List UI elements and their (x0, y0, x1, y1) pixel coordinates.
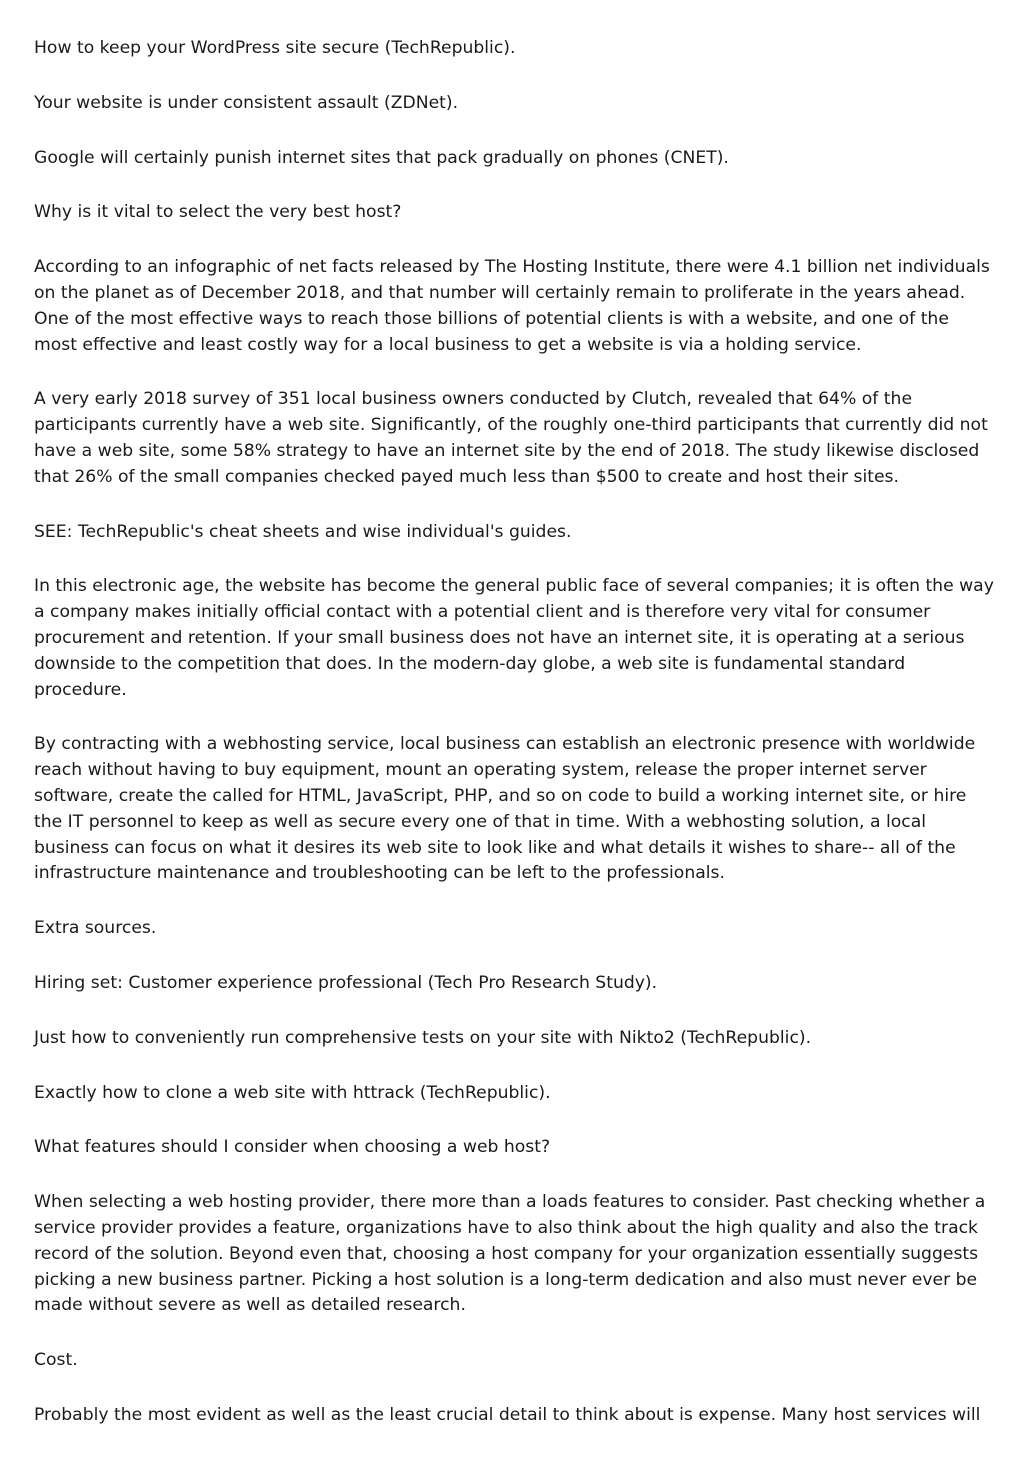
paragraph-electronic-age: In this electronic age, the website has become the general public face of several companies; it is often the way a company makes initially official contact with a potential client and is therefore very vital for consumer procurement and retention. If your small business does not have an internet site, it is operating at a serious downside to the competition that does. In the modern-day globe, a web site is fundamental standard procedure. (34, 576, 994, 700)
paragraph-nikto2-tests: Just how to conveniently run comprehensive tests on your site with Nikto2 (TechRepublic). (34, 1027, 812, 1048)
paragraph-infographic-facts: According to an infographic of net facts released by The Hosting Institute, there were 4.1 billion net individuals on the planet as of December 2018, and that number will certainly remain to proliferate in the years ahead. One of the most effective ways to reach those billions of potential clients is with a website, and one of the most effective and least costly way for a local business to get a website is via a holding service. (34, 257, 990, 355)
paragraph-wordpress-security: How to keep your WordPress site secure (TechRepublic). (34, 38, 516, 58)
paragraph-what-features: What features should I consider when choosing a web host? (34, 1137, 551, 1158)
paragraph-httrack-clone: Exactly how to clone a web site with httrack (TechRepublic). (34, 1082, 551, 1103)
paragraph-cost-heading: Cost. (34, 1350, 78, 1371)
paragraph-expense: Probably the most evident as well as the least crucial detail to think about is expense. Many host services will (34, 1404, 981, 1425)
paragraph-google-punish: Google will certainly punish internet sites that pack gradually on phones (CNET). (34, 147, 729, 168)
paragraph-selecting-provider: When selecting a web hosting provider, there more than a loads features to consider. Past checking whether a service provider provides a feature, organizations have to also think about the high quality and also the track record of the solution. Beyond even that, choosing a host company for your organization essentially suggests picking a new business partner. Picking a host solution is a long-term dedication and also must never ever be made without severe as well as detailed research. (34, 1192, 986, 1316)
paragraph-hiring-set: Hiring set: Customer experience professional (Tech Pro Research Study). (34, 972, 658, 993)
paragraph-clutch-survey: A very early 2018 survey of 351 local business owners conducted by Clutch, revealed that 64% of the participants currently have a web site. Significantly, of the roughly one-third participants that currently did not have a web site, some 58% strategy to have an internet site by the end of 2018. The study likewise disclosed that 26% of the small companies checked payed much less than $500 to create and host their sites. (34, 389, 988, 487)
paragraph-see-cheat-sheets: SEE: TechRepublic's cheat sheets and wise individual's guides. (34, 521, 572, 542)
paragraph-why-best-host: Why is it vital to select the very best host? (34, 202, 402, 223)
paragraph-contracting-webhosting: By contracting with a webhosting service, local business can establish an electronic presence with worldwide reach without having to buy equipment, mount an operating system, release the proper internet server software, create the called for HTML, JavaScript, PHP, and so on code to build a working internet site, or hire the IT personnel to keep as well as secure every one of that in time. With a webhosting solution, a local business can focus on what it desires its web site to look like and what details it wishes to share-- all of the infrastructure maintenance and troubleshooting can be left to the professionals. (34, 734, 976, 884)
document-page (34, 36, 994, 1458)
paragraph-extra-sources: Extra sources. (34, 918, 157, 939)
paragraph-website-assault: Your website is under consistent assault (ZDNet). (34, 92, 459, 113)
